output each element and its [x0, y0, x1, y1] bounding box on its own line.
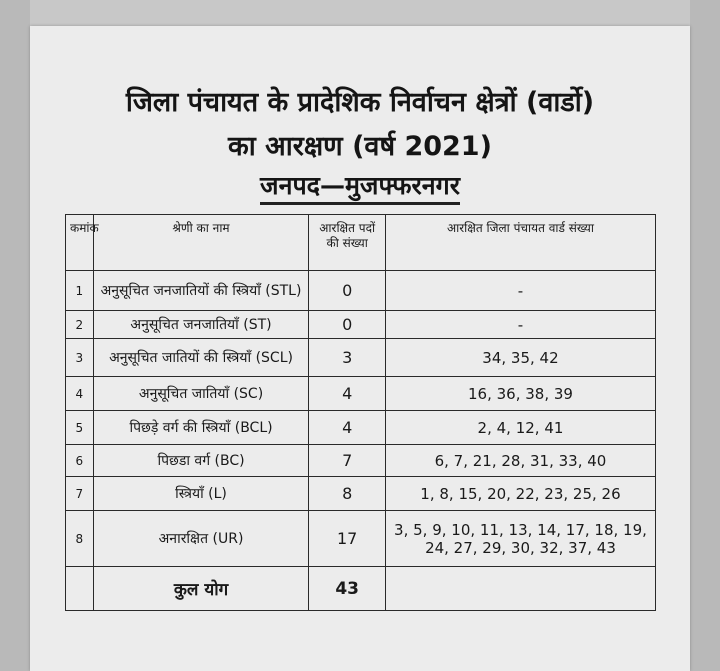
row-wards: 16, 36, 38, 39	[385, 377, 655, 411]
table-row	[66, 511, 656, 567]
row-count: 4	[309, 377, 386, 411]
total-serial-empty	[66, 567, 94, 611]
table-header-row	[66, 215, 656, 271]
header-category: श्रेणी का नाम	[93, 215, 309, 271]
row-category: अनुसूचित जनजातियाँ (ST)	[93, 311, 309, 339]
row-wards: 2, 4, 12, 41	[385, 411, 655, 445]
row-category: अनारक्षित (UR)	[93, 511, 309, 567]
table-row	[66, 445, 656, 477]
row-count: 17	[309, 511, 386, 567]
row-wards: 1, 8, 15, 20, 22, 23, 25, 26	[385, 477, 655, 511]
row-category: अनुसूचित जातियों की स्त्रियाँ (SCL)	[93, 339, 309, 377]
row-serial: 8	[66, 511, 94, 567]
row-count: 4	[309, 411, 386, 445]
header-wards: आरक्षित जिला पंचायत वार्ड संख्या	[385, 215, 655, 271]
row-category: स्त्रियाँ (L)	[93, 477, 309, 511]
total-row	[66, 567, 656, 611]
header-count: आरक्षित पदों की संख्या	[309, 215, 386, 271]
row-serial: 3	[66, 339, 94, 377]
total-value: 43	[309, 567, 386, 611]
table-row	[66, 411, 656, 445]
row-serial: 7	[66, 477, 94, 511]
table-row	[66, 271, 656, 311]
district-heading-text: जनपद—मुजफ्फरनगर	[260, 171, 460, 205]
row-wards: 3, 5, 9, 10, 11, 13, 14, 17, 18, 19, 24, 27, 29, 30, 32, 37, 43	[385, 511, 655, 567]
page-edge-top	[30, 0, 690, 26]
row-wards: 34, 35, 42	[385, 339, 655, 377]
row-category: अनुसूचित जातियाँ (SC)	[93, 377, 309, 411]
row-serial: 2	[66, 311, 94, 339]
row-category: अनुसूचित जनजातियों की स्त्रियाँ (STL)	[93, 271, 309, 311]
row-category: पिछड़े वर्ग की स्त्रियाँ (BCL)	[93, 411, 309, 445]
row-serial: 4	[66, 377, 94, 411]
row-wards: -	[385, 271, 655, 311]
total-label: कुल योग	[93, 567, 309, 611]
table-row	[66, 311, 656, 339]
row-count: 0	[309, 311, 386, 339]
row-count: 7	[309, 445, 386, 477]
table-row	[66, 377, 656, 411]
reservation-table	[65, 214, 656, 611]
document-title-line1: जिला पंचायत के प्रादेशिक निर्वाचन क्षेत्रों (वार्डो)	[125, 87, 595, 118]
header-serial: कमांक	[66, 215, 94, 271]
table-row	[66, 477, 656, 511]
row-serial: 5	[66, 411, 94, 445]
row-count: 3	[309, 339, 386, 377]
row-wards: 6, 7, 21, 28, 31, 33, 40	[385, 445, 655, 477]
document-title-line2: का आरक्षण (वर्ष 2021)	[228, 131, 492, 162]
row-wards: -	[385, 311, 655, 339]
row-count: 8	[309, 477, 386, 511]
table-row	[66, 339, 656, 377]
row-category: पिछडा वर्ग (BC)	[93, 445, 309, 477]
total-wards-empty	[385, 567, 655, 611]
row-serial: 1	[66, 271, 94, 311]
district-heading	[30, 168, 690, 202]
row-serial: 6	[66, 445, 94, 477]
row-count: 0	[309, 271, 386, 311]
